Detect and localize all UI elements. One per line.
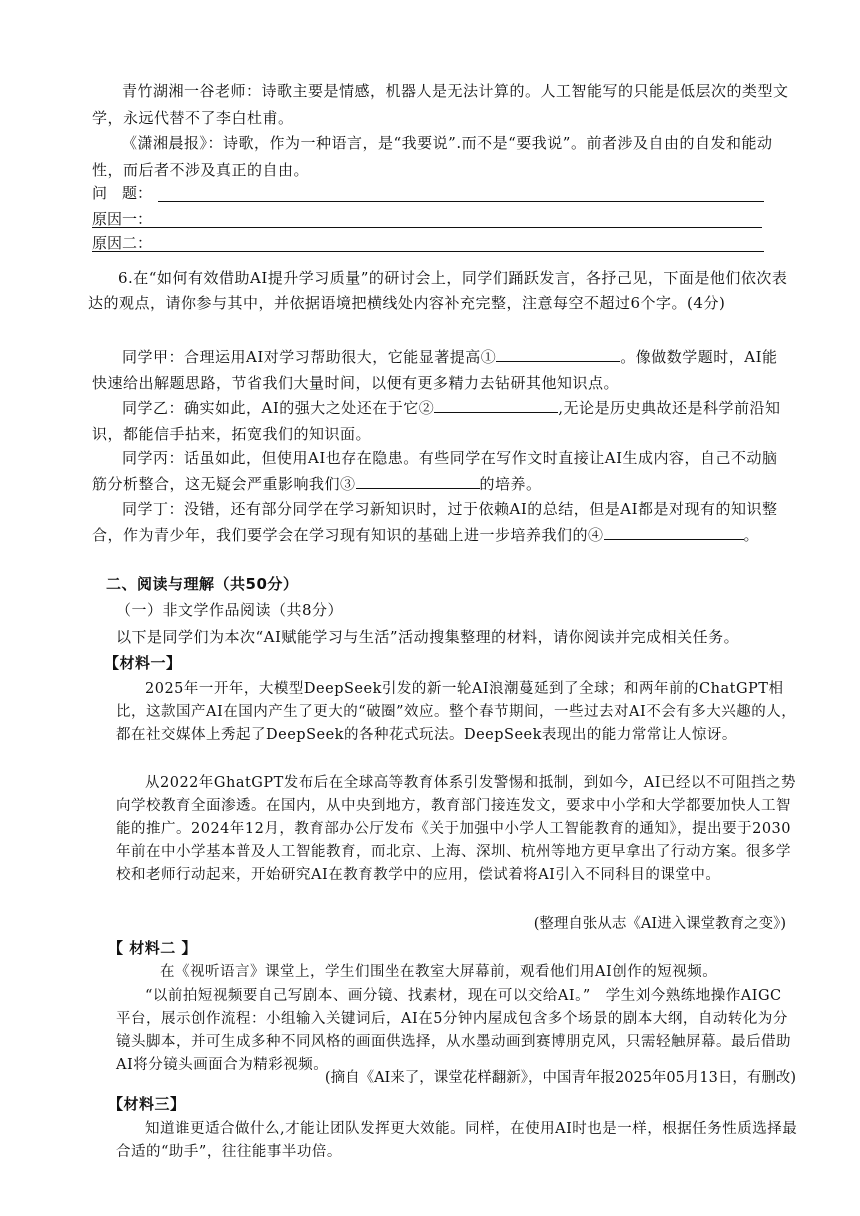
student-c-text-1: 同学丙：话虽如此，但使用AI也存在隐患。有些同学在写作文时直接让AI生成内容，自己不动脑筋分析整合，这无疑会严重影响我们③ — [92, 449, 778, 493]
answer-line-label: 问 题： — [92, 184, 153, 202]
question-6-student-d — [92, 496, 792, 548]
material-2-source: (摘自《AI来了，课堂花样翻新》，中国青年报2025年05月13日，有删改) — [324, 1070, 796, 1086]
material-1-title: 【材料一】 — [104, 654, 182, 672]
answer-rule — [92, 227, 762, 228]
question-6-student-c — [92, 445, 792, 497]
question-6-student-a — [92, 344, 792, 396]
answer-rule — [92, 251, 764, 252]
student-c-text-2: 的培养。 — [479, 475, 542, 493]
student-d-text-2: 。 — [743, 526, 760, 544]
blank-4[interactable] — [604, 523, 744, 540]
answer-rule — [158, 201, 764, 202]
answer-line-reason2[interactable] — [92, 232, 764, 254]
material-1-paragraph-1: 2025年一开年，大模型DeepSeek引发的新一轮AI浪潮蔓延到了全球；和两年前的ChatGPT相比，这款国产AI在国内产生了更大的“破圈”效应。整个春节期间，一些过去对AI不会有多大兴趣的人，都在社交媒体上秀起了DeepSeek的各种花式玩法。DeepSeek表现出的能力常常让人惊讶。 — [116, 681, 797, 743]
blank-2[interactable] — [434, 396, 558, 413]
opinion-teacher: 青竹湖湘一谷老师：诗歌主要是情感，机器人是无法计算的。人工智能写的只能是低层次的类型文学，永远代替不了李白杜甫。 — [92, 82, 789, 127]
student-a-text-1: 同学甲：合理运用AI对学习帮助很大，它能显著提高① — [122, 348, 497, 366]
material-2-paragraph-2: “以前拍短视频要自己写剧本、画分镜、找素材，现在可以交给AI。” 学生刘今熟练地操作AIGC 平台，展示创作流程：小组输入关键词后，AI在5分钟内屋成包含多个场景的剧本大纲，自动转化为分 镜头脚本，并可生成多种不同风格的画面供选择，从水墨动画到赛博朋克风，只需轻触屏幕。最后借助 AI将分镜头画面合为精彩视频。 — [116, 988, 791, 1073]
answer-line-reason1[interactable] — [92, 208, 764, 230]
material-2-paragraph-1: 在《视听语言》课堂上，学生们围坐在教室大屏幕前，观看他们用AI创作的短视频。 — [160, 964, 718, 980]
student-d-text-1: 同学丁：没错，还有部分同学在学习新知识时，过于依赖AI的总结，但是AI都是对现有的知识整合，作为青少年，我们要学会在学习现有知识的基础上进一步培养我们的④ — [92, 500, 778, 544]
material-1-paragraph-2: 从2022年GhatGPT发布后在全球高等教育体系引发警惕和抵制，到如今，AI已经以不可阻挡之势向学校教育全面渗透。在国内，从中央到地方，教育部门接连发文，要求中小学和大学都要加快人工智能的推广。2024年12月，教育部办公厅发布《关于加强中小学人工智能教育的通知》，提出要于2030年前在中小学基本普及人工智能教育，而北京、上海、深圳、杭州等地方更早拿出了行动方案。很多学校和老师行动起来，开始研究AI在教育教学中的应用，偿试着将AI引入不同科目的课堂中。 — [116, 775, 797, 883]
material-3-title: 【材料三】 — [108, 1095, 186, 1113]
material-2-title: 【 材料二 】 — [108, 939, 197, 957]
blank-1[interactable] — [496, 345, 620, 362]
student-a-text-2: 。像做数学题时，AI能快速给出解题思路，节省我们大量时间，以便有更多精力去钻研其他知识点。 — [92, 348, 778, 392]
student-b-text-2: ,无论是历史典故还是科学前沿知识，都能信手拈来，拓宽我们的知识面。 — [92, 399, 781, 443]
opinion-newspaper: 《潇湘晨报》：诗歌，作为一种语言，是“我要说”.而不是“要我说”。前者涉及自由的自发和能动性，而后者不涉及真正的自由。 — [92, 134, 773, 179]
section-2-intro: 以下是同学们为本次“AI赋能学习与生活”活动搜集整理的材料，请你阅读并完成相关任务。 — [116, 628, 740, 646]
section-2-subtitle: （一）非文学作品阅读（共8分） — [116, 601, 344, 619]
answer-line-problem[interactable] — [92, 182, 764, 204]
answer-line-label: 原因一： — [92, 210, 153, 228]
blank-3[interactable] — [356, 472, 480, 489]
question-6-student-b — [92, 395, 792, 447]
material-3-paragraph-1: 知道谁更适合做什么,才能让团队发挥更大效能。同样，在使用AI时也是一样，根据任务性质选择最合适的“助手”，往往能事半功倍。 — [116, 1121, 798, 1160]
section-2-title: 二、阅读与理解（共50分） — [106, 575, 299, 593]
material-1-source: (整理自张从志《AI进入课堂教育之变》) — [533, 916, 786, 932]
answer-line-label: 原因二： — [92, 234, 153, 252]
student-b-text-1: 同学乙：确实如此，AI的强大之处还在于它② — [122, 399, 435, 417]
question-6-stem: 6.在“如何有效借助AI提升学习质量”的研讨会上，同学们踊跃发言，各抒己见，下面是他们依次表达的观点，请你参与其中，并依据语境把横线处内容补充完整，注意每空不超过6个字。(4分) — [88, 269, 788, 312]
